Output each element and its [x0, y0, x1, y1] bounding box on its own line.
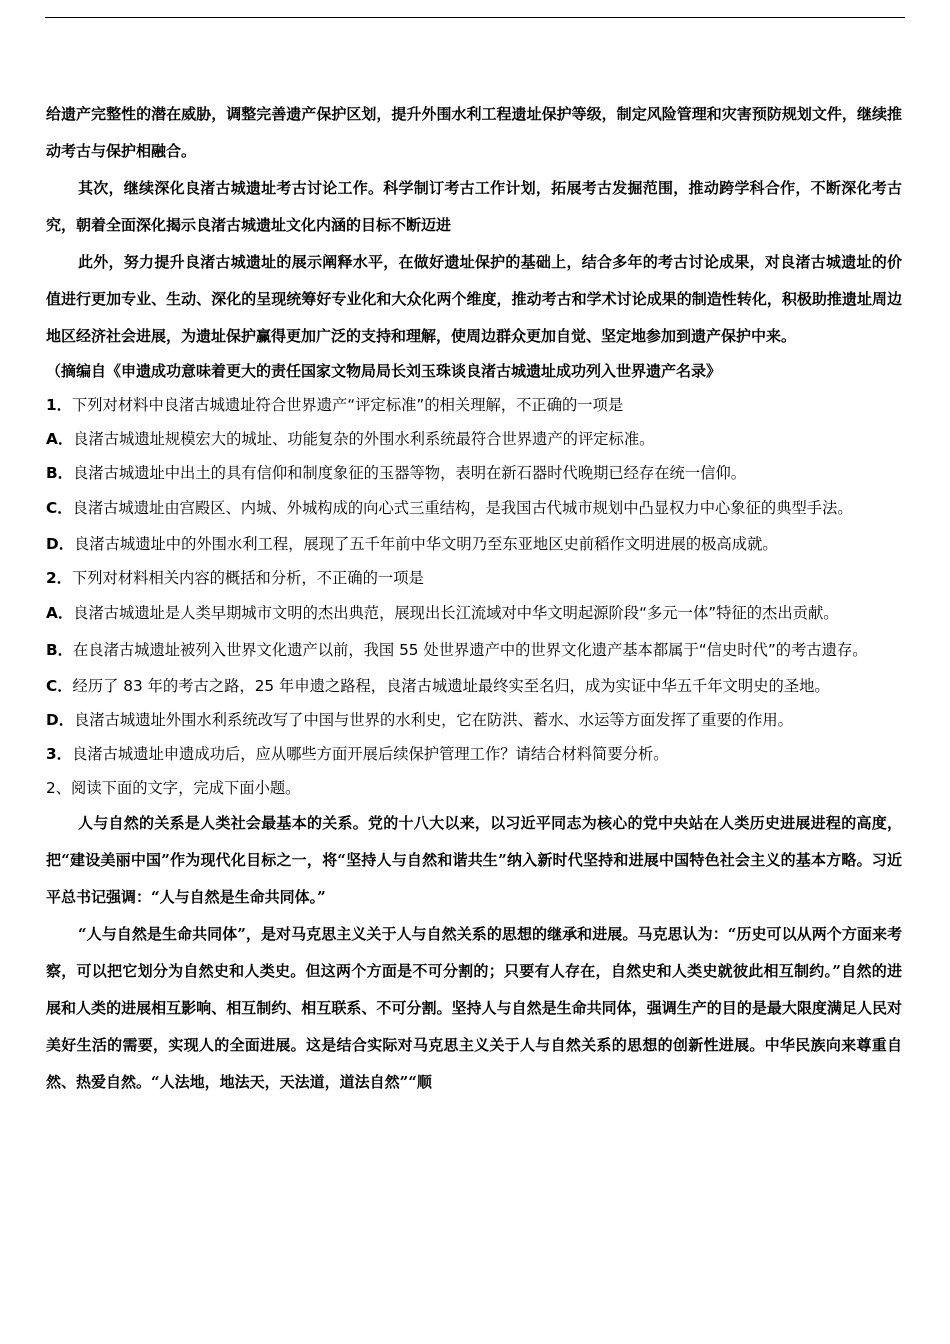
option-text: 良渚古城遗址是人类早期城市文明的杰出典范，展现出长江流域对中华文明起源阶段“多元一体”特征的杰出贡献。 — [73, 604, 839, 622]
option-text: 在良渚古城遗址被列入世界文化遗产以前，我国 55 处世界遗产中的世界文化遗产基本都属于“信史时代”的考古遗存。 — [72, 641, 868, 659]
option-2d — [46, 703, 902, 737]
paragraph-protection-integrity: 给遗产完整性的潜在威胁，调整完善遗产保护区划，提升外围水利工程遗址保护等级，制定风险管理和灾害预防规划文件，继续推动考古与保护相融合。 — [46, 105, 902, 160]
option-1a — [46, 422, 902, 456]
question-number: 2． — [46, 569, 72, 587]
question-1 — [46, 388, 902, 422]
option-letter: A． — [46, 430, 74, 448]
option-letter: B． — [46, 641, 73, 659]
option-1c — [46, 490, 902, 527]
option-letter: C． — [46, 677, 73, 695]
question-text: 良渚古城遗址申遗成功后，应从哪些方面开展后续保护管理工作？请结合材料简要分析。 — [71, 745, 669, 763]
question-text: 下列对材料相关内容的概括和分析，不正确的一项是 — [71, 569, 424, 587]
paragraph-life-community: “人与自然是生命共同体”，是对马克思主义关于人与自然关系的思想的继承和进展。马克思认为：“历史可以从两个方面来考察，可以把它划分为自然史和人类史。但这两个方面是不可分割的；只要有人存在，自然史和人类史就彼此相互制约。”自然的进展和人类的进展相互影响、相互制约、相互联系、不可分割。坚持人与自然是生命共同体，强调生产的目的是最大限度满足人民对美好生活的需要，实现人的全面进展。这是结合实际对马克思主义关于人与自然关系的思想的创新性进展。中华民族向来尊重自然、热爱自然。“人法地，地法天，天法道，道法自然”“顺 — [46, 925, 902, 1091]
option-letter: C． — [46, 499, 73, 517]
question-3 — [46, 737, 902, 771]
option-text: 良渚古城遗址由宫殿区、内城、外城构成的向心式三重结构，是我国古代城市规划中凸显权力中心象征的典型手法。 — [72, 499, 853, 517]
question-2 — [46, 561, 902, 595]
section-2-heading: 2、阅读下面的文字，完成下面小题。 — [46, 779, 301, 797]
question-number: 1． — [46, 396, 72, 414]
option-text: 经历了 83 年的考古之路，25 年申遗之路程，良渚古城遗址最终实至名归，成为实证中华五千年文明史的圣地。 — [72, 677, 830, 695]
header-rule — [45, 17, 905, 18]
option-text: 良渚古城遗址中出土的具有信仰和制度象征的玉器等物，表明在新石器时代晚期已经存在统一信仰。 — [72, 464, 747, 482]
option-2a — [46, 595, 902, 632]
question-text: 下列对材料中良渚古城遗址符合世界遗产“评定标准”的相关理解，不正确的一项是 — [71, 396, 624, 414]
option-text: 良渚古城遗址规模宏大的城址、功能复杂的外围水利系统最符合世界遗产的评定标准。 — [73, 430, 655, 448]
option-letter: A． — [46, 604, 74, 622]
option-2c — [46, 669, 902, 703]
option-text: 良渚古城遗址中的外围水利工程，展现了五千年前中华文明乃至东亚地区史前稻作文明进展的极高成就。 — [74, 535, 778, 553]
option-1b — [46, 456, 902, 490]
source-citation: （摘编自《申遗成功意味着更大的责任国家文物局局长刘玉珠谈良渚古城遗址成功列入世界遗产名录》 — [46, 362, 722, 380]
option-1d — [46, 527, 902, 561]
option-text: 良渚古城遗址外围水利系统改写了中国与世界的水利史，它在防洪、蓄水、水运等方面发挥了重要的作用。 — [74, 711, 793, 729]
option-letter: D． — [46, 535, 74, 553]
paragraph-archaeology-research: 其次，继续深化良渚古城遗址考古讨论工作。科学制订考古工作计划，拓展考古发掘范围，推动跨学科合作，不断深化考古究，朝着全面深化揭示良渚古城遗址文化内涵的目标不断迈进 — [46, 179, 902, 234]
paragraph-display-interpretation: 此外，努力提升良渚古城遗址的展示阐释水平，在做好遗址保护的基础上，结合多年的考古讨论成果，对良渚古城遗址的价值进行更加专业、生动、深化的呈现统筹好专业化和大众化两个维度，推动考古和学术讨论成果的制造性转化，积极助推遗址周边地区经济社会进展，为遗址保护赢得更加广泛的支持和理解，使周边群众更加自觉、坚定地参加到遗产保护中来。 — [46, 253, 902, 345]
paragraph-human-nature-relation: 人与自然的关系是人类社会最基本的关系。党的十八大以来，以习近平同志为核心的党中央站在人类历史进展进程的高度，把“建设美丽中国”作为现代化目标之一，将“坚持人与自然和谐共生”纳入新时代坚持和进展中国特色社会主义的基本方略。习近平总书记强调：“人与自然是生命共同体。” — [46, 814, 902, 906]
option-letter: B． — [46, 464, 73, 482]
option-2b — [46, 632, 902, 669]
question-number: 3． — [46, 745, 72, 763]
option-letter: D． — [46, 711, 74, 729]
document-body — [46, 96, 902, 1101]
